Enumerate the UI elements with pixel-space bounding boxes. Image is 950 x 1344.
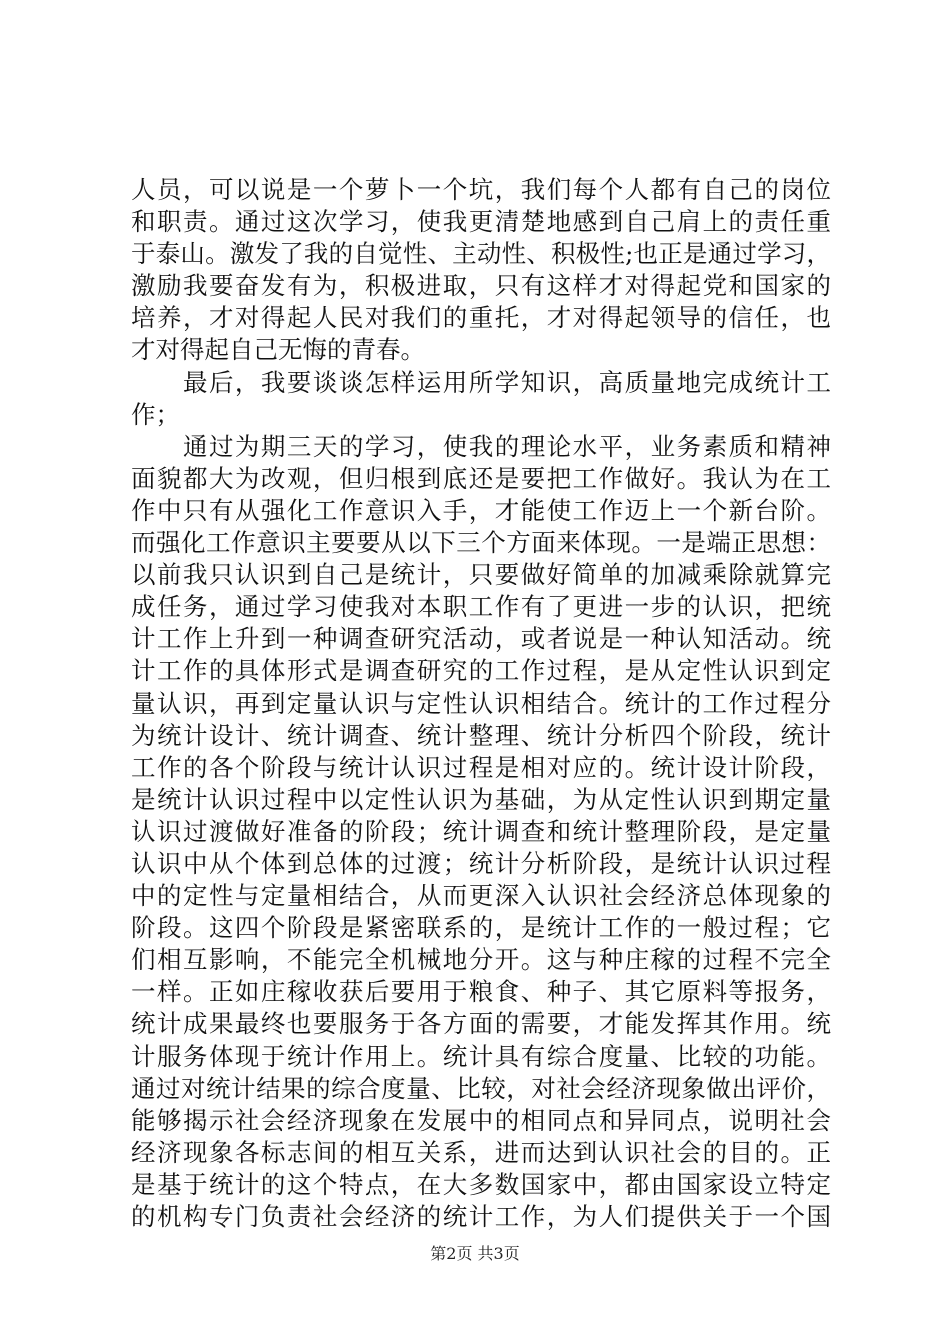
text-line: 经济现象各标志间的相互关系，进而达到认识社会的目的。正	[131, 1137, 831, 1167]
text-line: 一样。正如庄稼收获后要用于粮食、种子、其它原料等报务，	[131, 977, 831, 1007]
text-line: 和职责。通过这次学习，使我更清楚地感到自己肩上的责任重	[131, 207, 831, 237]
text-line: 面貌都大为改观，但归根到底还是要把工作做好。我认为在工	[131, 463, 831, 493]
text-line: 计工作的具体形式是调查研究的工作过程，是从定性认识到定	[131, 656, 831, 686]
text-line: 能够揭示社会经济现象在发展中的相同点和异同点，说明社会	[131, 1105, 831, 1135]
text-line: 是基于统计的这个特点，在大多数国家中，都由国家设立特定	[131, 1169, 831, 1199]
text-line: 激励我要奋发有为，积极进取，只有这样才对得起党和国家的	[131, 271, 831, 301]
page-number: 第2页 共3页	[430, 1244, 520, 1263]
text-line: 而强化工作意识主要要从以下三个方面来体现。一是端正思想：	[131, 528, 831, 558]
text-line: 工作的各个阶段与统计认识过程是相对应的。统计设计阶段，	[131, 752, 831, 782]
text-line: 培养，才对得起人民对我们的重托，才对得起领导的信任，也	[131, 303, 831, 333]
text-line: 中的定性与定量相结合，从而更深入认识社会经济总体现象的	[131, 881, 831, 911]
text-line: 作；	[131, 399, 180, 429]
text-line: 统计成果最终也要服务于各方面的需要，才能发挥其作用。统	[131, 1009, 831, 1039]
text-line: 是统计认识过程中以定性认识为基础，为从定性认识到期定量	[131, 784, 831, 814]
text-line: 通过为期三天的学习，使我的理论水平，业务素质和精神	[131, 431, 831, 461]
body-text	[131, 174, 831, 1233]
text-line: 通过对统计结果的综合度量、比较，对社会经济现象做出评价，	[131, 1073, 831, 1103]
text-line: 于泰山。激发了我的自觉性、主动性、积极性;也正是通过学习，	[131, 239, 831, 269]
text-line: 们相互影响，不能完全机械地分开。这与种庄稼的过程不完全	[131, 945, 831, 975]
text-line: 人员，可以说是一个萝卜一个坑，我们每个人都有自己的岗位	[131, 175, 831, 204]
text-line: 最后，我要谈谈怎样运用所学知识，高质量地完成统计工	[131, 367, 831, 397]
text-line: 成任务，通过学习使我对本职工作有了更进一步的认识，把统	[131, 592, 831, 622]
text-line: 才对得起自己无悔的青春。	[131, 335, 425, 365]
text-line: 认识过渡做好准备的阶段；统计调查和统计整理阶段，是定量	[131, 816, 831, 846]
text-line: 计工作上升到一种调查研究活动，或者说是一种认知活动。统	[131, 624, 831, 654]
text-line: 阶段。这四个阶段是紧密联系的，是统计工作的一般过程；它	[131, 913, 831, 943]
text-line: 量认识，再到定量认识与定性认识相结合。统计的工作过程分	[131, 688, 831, 718]
text-line: 作中只有从强化工作意识入手，才能使工作迈上一个新台阶。	[131, 495, 831, 525]
text-line: 以前我只认识到自己是统计，只要做好简单的加减乘除就算完	[131, 560, 831, 590]
text-line: 计服务体现于统计作用上。统计具有综合度量、比较的功能。	[131, 1041, 831, 1071]
text-line: 认识中从个体到总体的过渡；统计分析阶段，是统计认识过程	[131, 848, 831, 878]
text-line: 的机构专门负责社会经济的统计工作，为人们提供关于一个国	[131, 1202, 831, 1231]
text-line: 为统计设计、统计调查、统计整理、统计分析四个阶段，统计	[131, 720, 831, 750]
